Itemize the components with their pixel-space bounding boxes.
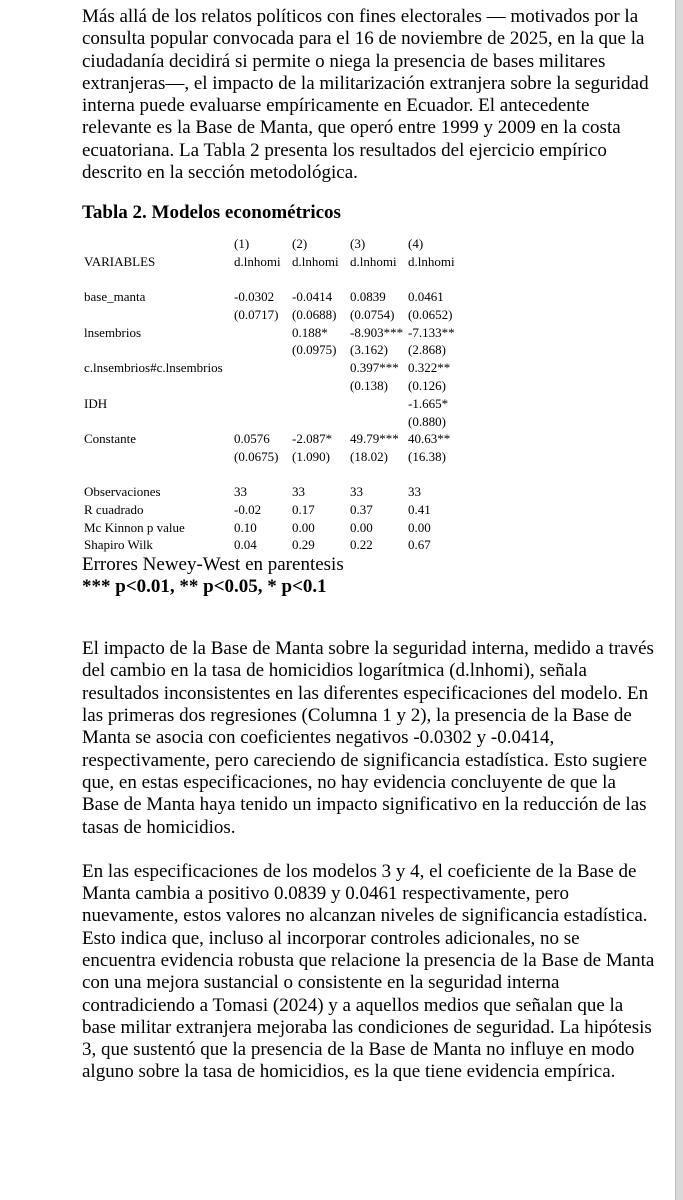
se-cell: (16.38) xyxy=(408,449,446,465)
coef-cell: 0.322** xyxy=(408,360,451,376)
se-row xyxy=(84,448,466,466)
row-label: base_manta xyxy=(84,288,146,304)
table-note-significance: *** p<0.01, ** p<0.05, * p<0.1 xyxy=(82,576,327,598)
se-cell: (0.126) xyxy=(408,377,446,393)
variables-header: VARIABLES xyxy=(84,254,156,270)
row-label: Mc Kinnon p value xyxy=(84,519,185,535)
se-row xyxy=(84,413,466,431)
coef-cell: -1.665* xyxy=(408,395,449,411)
stat-cell: 0.67 xyxy=(408,537,431,553)
se-row xyxy=(84,341,466,359)
stat-cell: 0.10 xyxy=(234,519,257,535)
row-label: IDH xyxy=(84,395,108,411)
coef-cell: 0.0461 xyxy=(408,288,444,304)
stat-cell: -0.02 xyxy=(234,501,262,517)
row-label: Constante xyxy=(84,431,136,447)
table-title: Tabla 2. Modelos econométricos xyxy=(82,202,341,224)
stat-cell: 0.00 xyxy=(292,519,315,535)
coef-cell: 0.188* xyxy=(292,324,328,340)
stat-cell: 0.37 xyxy=(350,501,373,517)
coef-row xyxy=(84,324,466,342)
stat-cell: 33 xyxy=(350,483,363,499)
stat-cell: 33 xyxy=(234,483,247,499)
col-number: (2) xyxy=(292,236,308,252)
stat-row xyxy=(84,519,466,537)
se-cell: (0.0652) xyxy=(408,306,453,322)
se-cell xyxy=(292,377,350,395)
col-number: (3) xyxy=(350,236,366,252)
regression-table xyxy=(84,235,466,554)
se-cell: (0.0675) xyxy=(234,449,279,465)
page-edge xyxy=(675,0,683,1200)
se-row xyxy=(84,377,466,395)
table-note-errors: Errores Newey-West en parentesis xyxy=(82,554,344,576)
stat-row xyxy=(84,483,466,501)
stat-cell: 0.41 xyxy=(408,501,431,517)
row-label: R cuadrado xyxy=(84,501,144,517)
stat-row xyxy=(84,536,466,554)
se-cell xyxy=(350,413,408,431)
se-cell xyxy=(234,377,292,395)
coef-row xyxy=(84,395,466,413)
coef-cell: 40.63** xyxy=(408,431,451,447)
se-cell: (18.02) xyxy=(350,449,388,465)
coef-row xyxy=(84,430,466,448)
dep-var: d.lnhomi xyxy=(234,254,281,270)
se-cell: (0.138) xyxy=(350,377,388,393)
se-cell: (1.090) xyxy=(292,449,330,465)
se-row xyxy=(84,306,466,324)
coef-cell: -2.087* xyxy=(292,431,333,447)
coef-cell xyxy=(350,395,408,413)
coef-row xyxy=(84,359,466,377)
row-label: Shapiro Wilk xyxy=(84,537,153,553)
dep-var: d.lnhomi xyxy=(350,254,397,270)
coef-cell: -0.0302 xyxy=(234,288,275,304)
coef-row xyxy=(84,288,466,306)
dep-var: d.lnhomi xyxy=(292,254,339,270)
col-number: (4) xyxy=(408,236,424,252)
stat-cell: 0.22 xyxy=(350,537,373,553)
intro-paragraph: Más allá de los relatos políticos con fines electorales — motivados por la consulta popular convocada para el 16 de noviembre de 2025, en la que la ciudadanía decidirá si permite o niega la presencia de bases militares extranjeras—, el impacto de la militarización extranjera sobre la seguridad interna puede evaluarse empíricamente en Ecuador. El antecedente relevante es la Base de Manta, que operó entre 1999 y 2009 en la costa ecuatoriana. La Tabla 2 presenta los resultados del ejercicio empírico descrito en la sección metodológica. xyxy=(82,6,649,184)
se-cell: (0.880) xyxy=(408,413,446,429)
stat-cell: 0.29 xyxy=(292,537,315,553)
coef-cell: 0.0576 xyxy=(234,431,270,447)
dependent-variable-row xyxy=(84,253,466,271)
se-cell: (2.868) xyxy=(408,342,446,358)
coef-cell xyxy=(292,395,350,413)
coef-cell: -8.903*** xyxy=(350,324,404,340)
stat-row xyxy=(84,501,466,519)
stat-cell: 33 xyxy=(292,483,305,499)
coef-cell: -0.0414 xyxy=(292,288,333,304)
coef-cell: 49.79*** xyxy=(350,431,399,447)
stat-cell: 0.00 xyxy=(350,519,373,535)
document-body xyxy=(82,6,657,1084)
se-cell: (3.162) xyxy=(350,342,388,358)
se-cell: (0.0717) xyxy=(234,306,279,322)
col-number: (1) xyxy=(234,236,250,252)
row-label: lnsembrios xyxy=(84,324,142,340)
se-cell xyxy=(234,341,292,359)
stat-cell: 0.00 xyxy=(408,519,431,535)
stat-cell: 33 xyxy=(408,483,421,499)
se-cell xyxy=(234,413,292,431)
row-label: c.lnsembrios#c.lnsembrios xyxy=(84,360,223,376)
column-numbers-row xyxy=(84,235,466,253)
coef-cell xyxy=(234,395,292,413)
coef-cell: -7.133** xyxy=(408,324,455,340)
analysis-paragraph-1: El impacto de la Base de Manta sobre la seguridad interna, medido a través del cambio en la tasa de homicidios logarítmica (d.lnhomi), señala resultados inconsistentes en las diferentes especificaciones del modelo. En las primeras dos regresiones (Columna 1 y 2), la presencia de la Base de Manta se asocia con coeficientes negativos -0.0302 y -0.0414, respectivamente, pero careciendo de significancia estadística. Esto sugiere que, en estas especificaciones, no hay evidencia concluyente de que la Base de Manta haya tenido un impacto significativo en la reducción de las tasas de homicidios. xyxy=(82,638,654,838)
coef-cell xyxy=(234,324,292,342)
stat-cell: 0.17 xyxy=(292,501,315,517)
se-cell xyxy=(292,413,350,431)
coef-cell xyxy=(234,359,292,377)
analysis-paragraph-2: En las especificaciones de los modelos 3 y 4, el coeficiente de la Base de Manta cambia a positivo 0.0839 y 0.0461 respectivamente, pero nuevamente, estos valores no alcanzan niveles de significancia estadística. Esto indica que, incluso al incorporar controles adicionales, no se encuentra evidencia robusta que relacione la presencia de la Base de Manta con una mejora sustancial o consistente en la seguridad interna contradiciendo a Tomasi (2024) y a aquellos medios que señalan que la base militar extranjera mejoraba las condiciones de seguridad. La hipótesis 3, que sustentó que la presencia de la Base de Manta no influye en modo alguno sobre la tasa de homicidios, es la que tiene evidencia empírica. xyxy=(82,860,655,1083)
dep-var: d.lnhomi xyxy=(408,254,455,270)
row-label: Observaciones xyxy=(84,483,161,499)
se-cell: (0.0688) xyxy=(292,306,337,322)
coef-cell: 0.397*** xyxy=(350,360,399,376)
coef-cell xyxy=(292,359,350,377)
se-cell: (0.0975) xyxy=(292,342,337,358)
stat-cell: 0.04 xyxy=(234,537,257,553)
se-cell: (0.0754) xyxy=(350,306,395,322)
coef-cell: 0.0839 xyxy=(350,288,386,304)
